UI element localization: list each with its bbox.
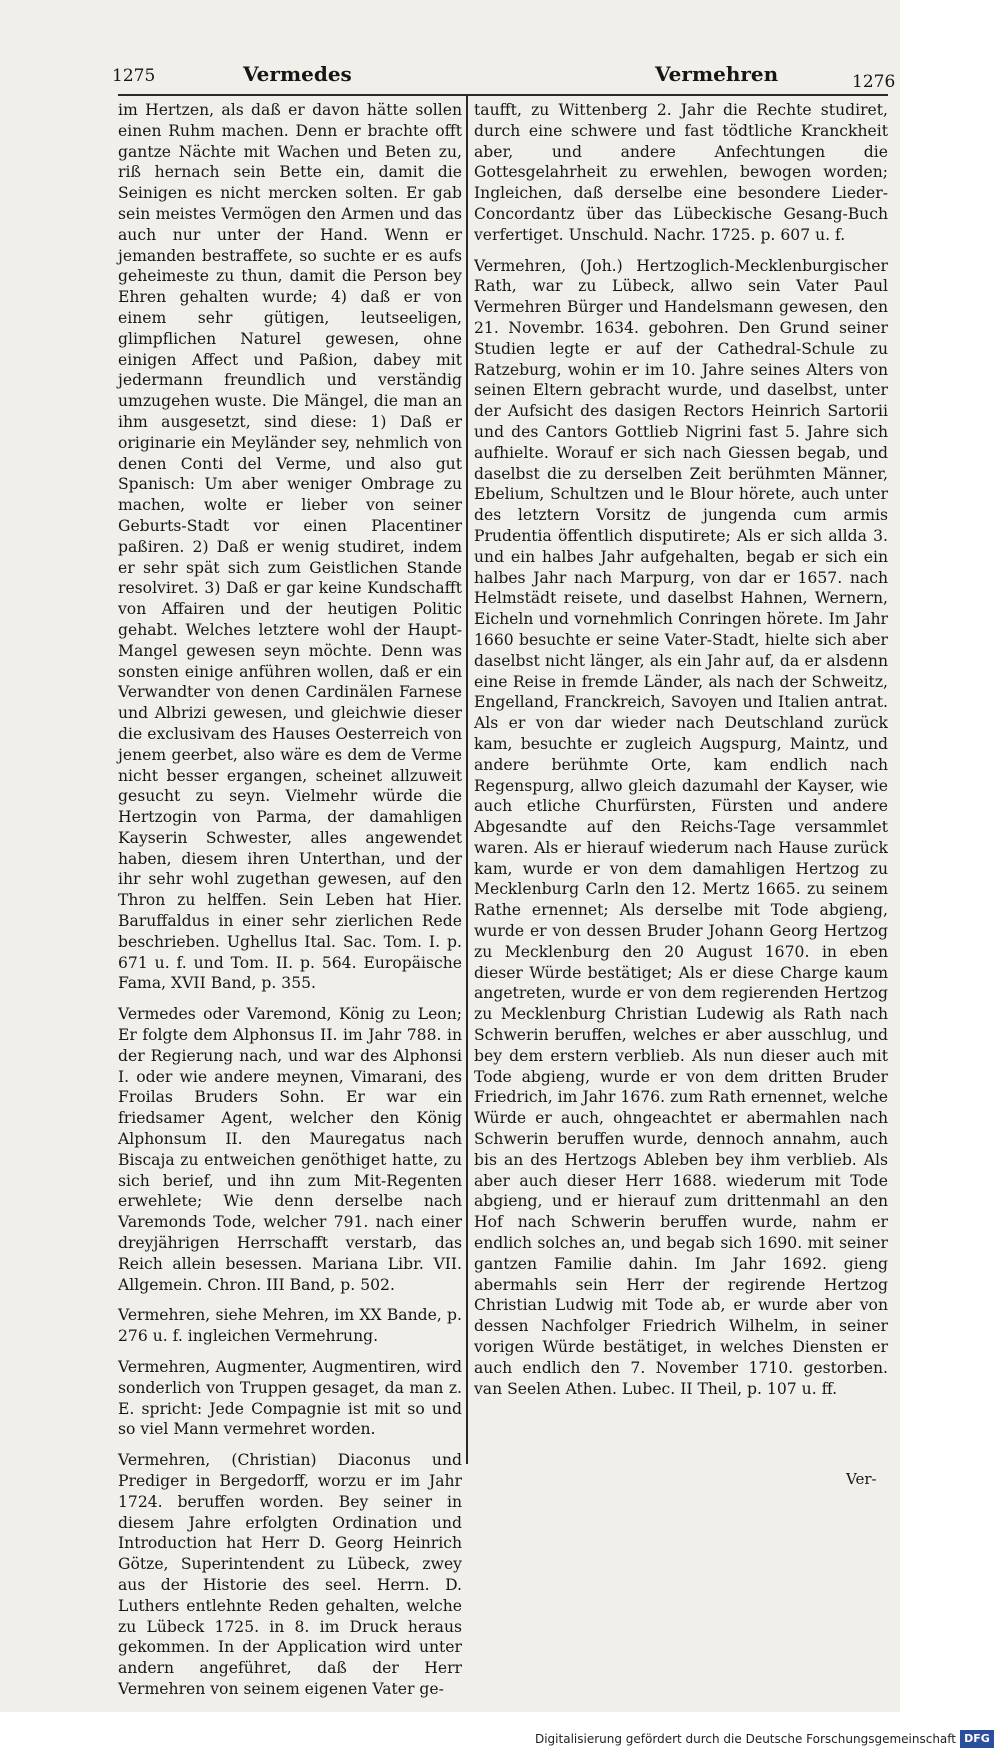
funding-credit: Digitalisierung gefördert durch die Deutsche Forschungsgemeinschaft [534,1732,956,1746]
entry-vermehren-joh: Vermehren, (Joh.) Hertzoglich-Mecklenburgischer Rath, war zu Lübeck, allwo sein Vater Paul Vermehren Bürger und Handelsmann gewesen, den 21. Novembr. 1634. gebohren. Den Grund seiner Studien legte er auf der Cathedral-Schule zu Ratzeburg, wohin er im 10. Jahre seines Alters von seinen Eltern gebracht wurde, und daselbst, unter der Aufsicht des dasigen Rectors Heinrich Sartorii und des Cantors Gottlieb Nigrini fast 5. Jahre sich aufhielte. Worauf er sich nach Giessen begab, und daselbst die zu derselben Zeit berühmten Männer, Ebelium, Schultzen und le Blour hörete, auch unter des letztern Vorsitz de jungenda cum armis Prudentia öffentlich disputirete; Als er sich allda 3. und ein halbes Jahr aufgehalten, begab er sich ein halbes Jahr nach Marpurg, von dar er 1657. nach Helmstädt reisete, und daselbst Hahnen, Wernern, Eicheln und vornehmlich Conringen hörete. Im Jahr 1660 besuchte er seine Vater-Stadt, hielte sich aber daselbst nicht länger, als ein Jahr auf, da er alsdenn eine Reise in fremde Länder, als nach der Schweitz, Engelland, Franckreich, Savoyen und Italien antrat. Als er von dar wieder nach Deutschland zurück kam, besuchte er zugleich Augspurg, Maintz, und andere berühmte Orte, kam endlich nach Regenspurg, allwo gleich dazumahl der Kayser, wie auch etliche Churfürsten, Fürsten und andere Abgesandte auf den Reichs-Tage versammlet waren. Als er hierauf wiederum nach Hause zurück kam, wurde er von dem damahligen Hertzog zu Mecklenburg Carln den 12. Mertz 1665. zu seinem Rathe ernennet; Als derselbe mit Tode abgieng, wurde er von dessen Bruder Johann Georg Hertzog zu Mecklenburg den 20 August 1670. in eben dieser Würde bestätiget; Als er diese Charge kaum angetreten, wurde er von dem regierenden Hertzog zu Mecklenburg Christian Ludewig als Rath nach Schwerin beruffen, welches er aber ausschlug, und bey dem erstern verblieb. Als nun dieser auch mit Tode abgieng, wurde er von dem dritten Bruder Friedrich, im Jahr 1676. zum Rath ernennet, welche Würde er auch, ohngeachtet er abermahlen nach Schwerin beruffen wurde, dennoch annahm, auch bis an des Hertzogs Ableben bey ihm verblieb. Als aber auch dieser Herr 1688. wiederum mit Tode abgieng, und er hierauf zum drittenmahl an den Hof nach Schwerin beruffen wurde, nahm er endlich solches an, und begab sich 1690. mit seiner gantzen Familie dahin. Im Jahr 1692. gieng abermahls sein Herr der regirende Hertzog Christian Ludwig mit Tode ab, er wurde aber von dessen Nachfolger Friedrich Wilhelm, in seiner vorigen Würde bestätiget, in welches Diensten er auch endlich den 7. November 1710. gestorben. van Seelen Athen. Lubec. II Theil, p. 107 u. ff. [474,256,888,1398]
left-column [118,100,462,1710]
header-rule [118,94,888,96]
left-headword: Vermedes [243,62,352,86]
right-column [474,100,888,1409]
entry-paragraph: im Hertzen, als daß er davon hätte sollen einen Ruhm machen. Denn er brachte offt gantze Nächte mit Wachen und Beten zu, riß hernach sein Bette ein, damit die Seinigen es nicht mercken solten. Er gab sein meistes Vermögen den Armen und das auch nur unter der Hand. Wenn er jemanden bestraffete, so suchte er es aufs geheimeste zu thun, damit die Person bey Ehren gehalten wurde; 4) daß er von einem sehr gütigen, leutseeligen, glimpflichen Naturel gewesen, ohne einigen Affect und Paßion, dabey mit jedermann freundlich und verständig umzugehen wuste. Die Mängel, die man an ihm ausgesetzt, sind diese: 1) Daß er originarie ein Meyländer sey, nehmlich von denen Conti del Verme, und also gut Spanisch: Um aber weniger Ombrage zu machen, wolte er lieber von seiner Geburts-Stadt vor einen Placentiner paßiren. 2) Daß er wenig studiret, indem er sehr spät sich zum Geistlichen Stande resolviret. 3) Daß er gar keine Kundschafft von Affairen und der heutigen Politic gehabt. Welches letztere wohl der Haupt-Mangel gewesen seyn möchte. Denn was sonsten einige anführen wollen, daß er ein Verwandter von denen Cardinälen Farnese und Albrizi gewesen, und gleichwie dieser die exclusivam des Hauses Oesterreich von jenem geerbet, also wäre es dem de Verme nicht besser ergangen, scheinet allzuweit gesucht zu seyn. Vielmehr würde die Hertzogin von Parma, der damahligen Kayserin Schwester, alles angewendet haben, diesem ihren Unterthan, und der ihr sehr wohl zugethan gewesen, auf den Thron zu helffen. Sein Leben hat Hier. Baruffaldus in einer sehr zierlichen Rede beschrieben. Ughellus Ital. Sac. Tom. I. p. 671 u. f. und Tom. II. p. 564. Europäische Fama, XVII Band, p. 355. [118,101,462,993]
right-page-number: 1276 [852,72,896,92]
dfg-logo-icon: DFG [960,1730,994,1748]
column-divider [466,96,468,1464]
right-headword: Vermehren [655,62,779,86]
footer-bar [0,1728,1000,1753]
entry-vermedes: Vermedes oder Varemond, König zu Leon; Er folgte dem Alphonsus II. im Jahr 788. in der Regierung nach, und war des Alphonsi I. oder wie andere meynen, Vimarani, des Froilas Bruders Sohn. Er war ein friedsamer Agent, welcher den König Alphonsum II. den Mauregatus nach Biscaja zu entweichen genöthiget hatte, zu sich berief, und ihn zum Mit-Regenten erwehlete; Wie denn derselbe nach Varemonds Tode, welcher 791. nach einer dreyjährigen Herrschafft verstarb, das Reich allein besessen. Mariana Libr. VII. Allgemein. Chron. III Band, p. 502. [118,1005,462,1294]
left-page-number: 1275 [112,66,156,86]
entry-vermehren-augmenter: Vermehren, Augmenter, Augmentiren, wird sonderlich von Truppen gesaget, da man z. E. spricht: Jede Compagnie ist mit so und so viel Mann vermehret worden. [118,1358,462,1439]
entry-continuation: taufft, zu Wittenberg 2. Jahr die Rechte studiret, durch eine schwere und fast tödtliche Kranckheit aber, und andere Anfechtungen die Gottesgelahrheit zu erwehlen, bewogen worden; Ingleichen, daß derselbe eine besondere Lieder-Concordantz über das Lübeckische Gesang-Buch verfertiget. Unschuld. Nachr. 1725. p. 607 u. f. [474,101,888,244]
catchword: Ver- [846,1470,877,1488]
entry-vermehren-see: Vermehren, siehe Mehren, im XX Bande, p. 276 u. f. ingleichen Vermehrung. [118,1306,462,1346]
page-header [0,62,900,92]
entry-vermehren-christian: Vermehren, (Christian) Diaconus und Prediger in Bergedorff, worzu er im Jahr 1724. beruffen worden. Bey seiner in diesem Jahre erfolgten Ordination und Introduction hat Herr D. Georg Heinrich Götze, Superintendent zu Lübeck, zwey aus der Historie des seel. Herrn. D. Luthers entlehnte Reden gehalten, welche zu Lübeck 1725. in 8. im Druck heraus gekommen. In der Application wird unter andern angeführet, daß der Herr Vermehren von seinem eigenen Vater ge- [118,1451,462,1698]
